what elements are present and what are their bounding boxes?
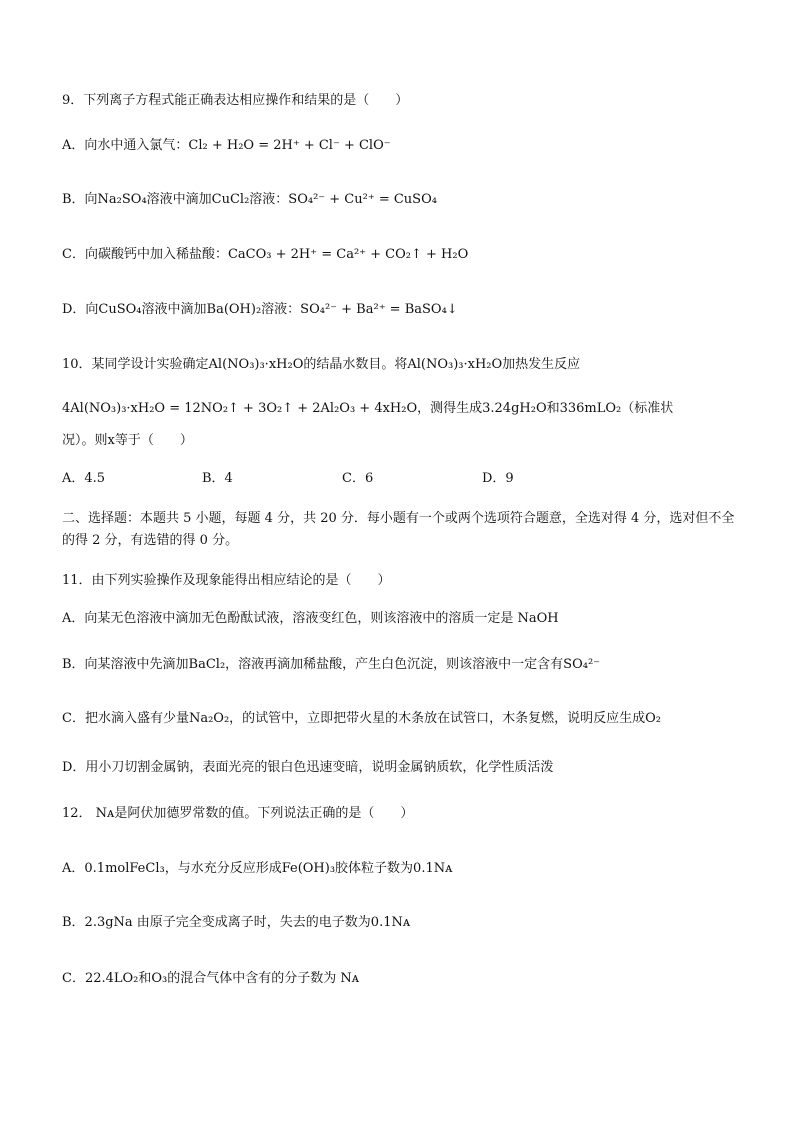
q11-option-b: B．向某溶液中先滴加BaCl₂，溶液再滴加稀盐酸，产生白色沉淀，则该溶液中一定含有SO₄²⁻ (62, 657, 601, 672)
q10-line-3: 况）。则x等于（ ） (62, 433, 193, 448)
q10-line-2: 4Al(NO₃)₃·xH₂O = 12NO₂↑ + 3O₂↑ + 2Al₂O₃ + 4xH₂O，测得生成3.24gH₂O和336mLO₂（标准状 (62, 401, 674, 416)
q11-stem: 11．由下列实验操作及现象能得出相应结论的是（ ） (62, 573, 391, 588)
q9-option-b: B．向Na₂SO₄溶液中滴加CuCl₂溶液：SO₄²⁻ + Cu²⁺ = CuSO₄ (62, 192, 437, 207)
q9-option-c: C．向碳酸钙中加入稀盐酸：CaCO₃ + 2H⁺ = Ca²⁺ + CO₂↑ + H₂O (62, 247, 469, 262)
q12-option-a: A．0.1molFeCl₃，与水充分反应形成Fe(OH)₃胶体粒子数为0.1Nᴀ (62, 861, 453, 876)
q12-stem: 12． Nᴀ是阿伏加德罗常数的值。下列说法正确的是（ ） (62, 806, 414, 821)
section-2-heading: 二、选择题：本题共 5 小题，每题 4 分，共 20 分．每小题有一个或两个选项符合题意，全选对得 4 分，选对但不全的得 2 分，有选错的得 0 分。 (62, 511, 735, 548)
q11-option-a: A．向某无色溶液中滴加无色酚酞试液，溶液变红色，则该溶液中的溶质一定是 NaOH (62, 611, 559, 626)
q10-option-a: A．4.5 (62, 471, 106, 486)
q11-option-c: C．把水滴入盛有少量Na₂O₂，的试管中，立即把带火星的木条放在试管口，木条复燃，说明反应生成O₂ (62, 711, 662, 726)
q12-option-c: C．22.4LO₂和O₃的混合气体中含有的分子数为 Nᴀ (62, 971, 360, 986)
q9-stem: 9．下列离子方程式能正确表达相应操作和结果的是（ ） (62, 93, 409, 108)
q11-option-d: D．用小刀切割金属钠，表面光亮的银白色迅速变暗，说明金属钠质软，化学性质活泼 (62, 760, 554, 775)
q10-option-c: C．6 (342, 471, 374, 486)
q10-option-d: D．9 (482, 471, 514, 486)
q10-line-1: 10．某同学设计实验确定Al(NO₃)₃·xH₂O的结晶水数目。将Al(NO₃)₃·xH₂O加热发生反应 (62, 357, 581, 372)
q12-option-b: B．2.3gNa 由原子完全变成离子时，失去的电子数为0.1Nᴀ (62, 915, 411, 930)
q9-option-d: D．向CuSO₄溶液中滴加Ba(OH)₂溶液：SO₄²⁻ + Ba²⁺ = BaSO₄↓ (62, 302, 458, 317)
q10-option-b: B．4 (202, 471, 233, 486)
q9-option-a: A．向水中通入氯气：Cl₂ + H₂O = 2H⁺ + Cl⁻ + ClO⁻ (62, 138, 391, 153)
